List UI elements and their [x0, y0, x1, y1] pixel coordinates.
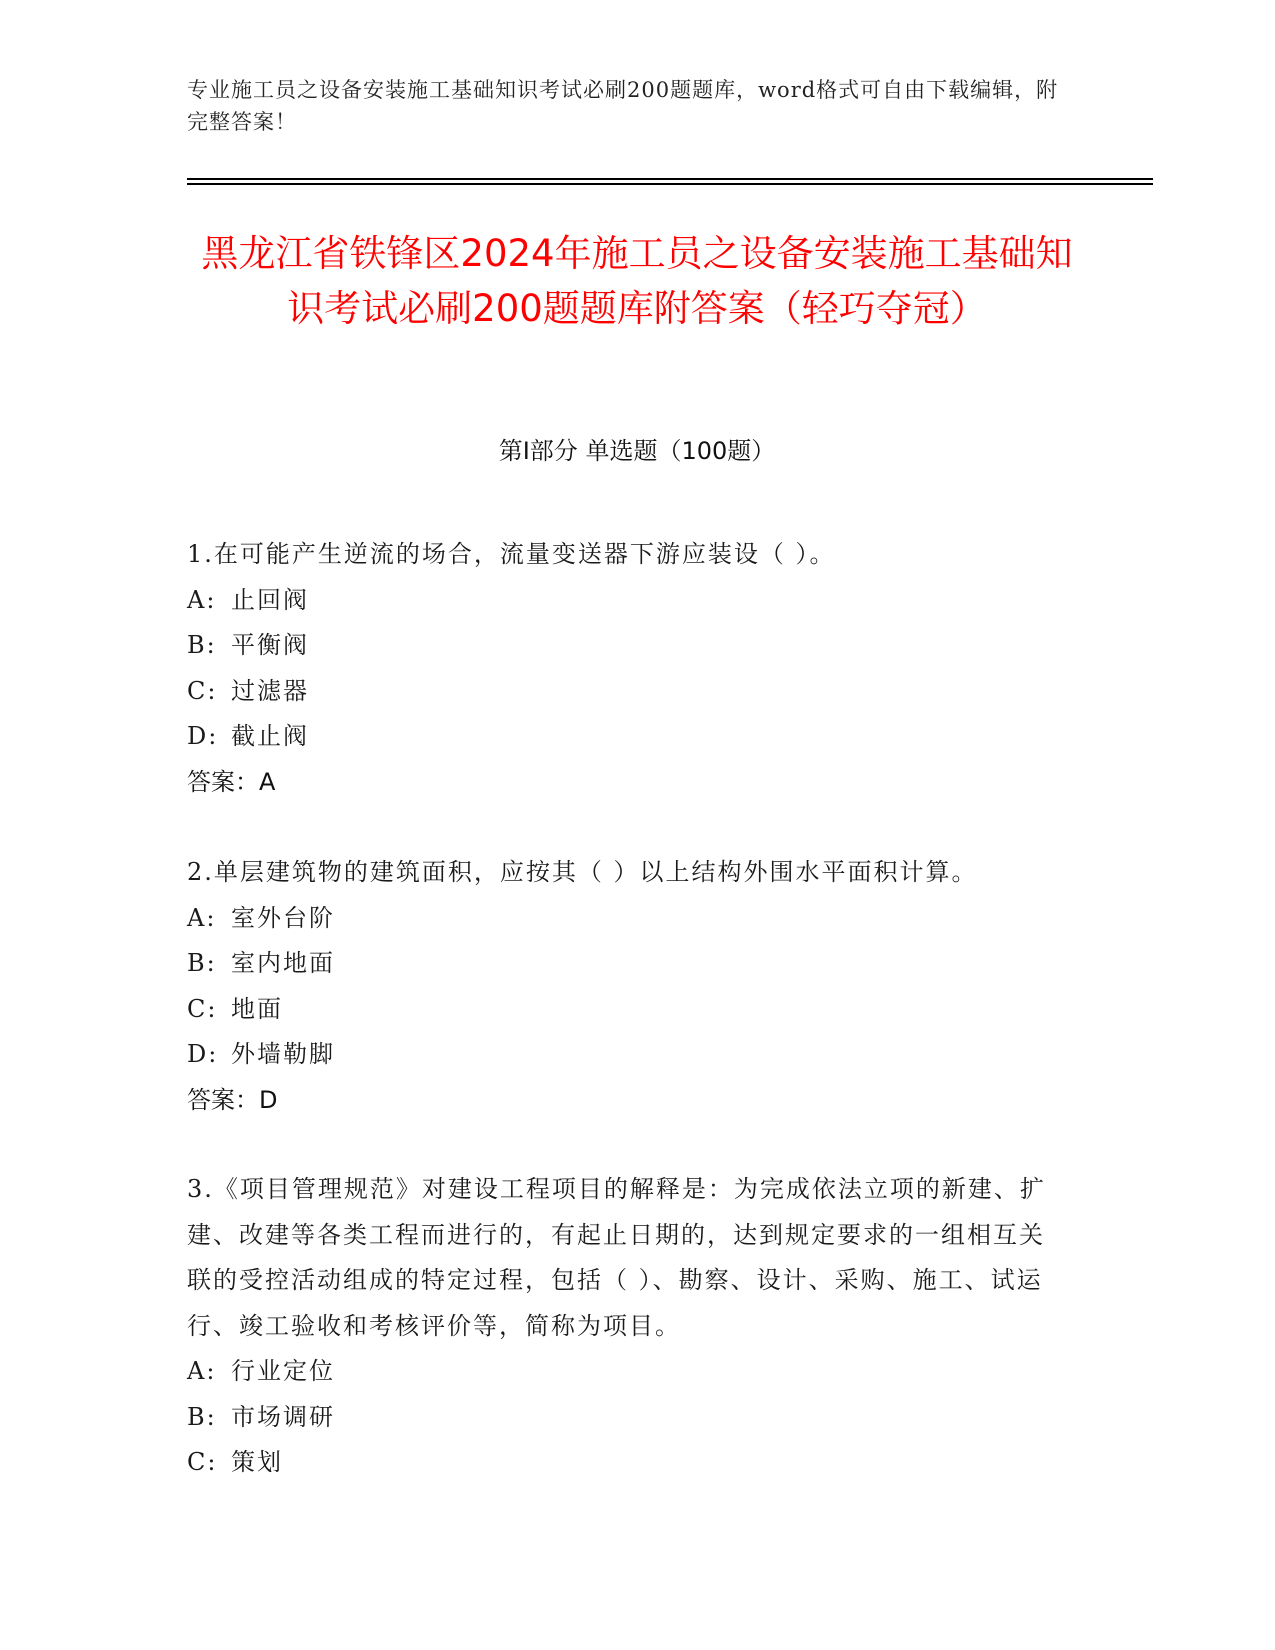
option-text: 市场调研: [231, 1402, 335, 1431]
option-letter: C:: [187, 1448, 218, 1476]
option-c: [187, 669, 1067, 715]
option-text: 策划: [231, 1448, 283, 1476]
option-text: 止回阀: [231, 585, 309, 614]
question-stem: 3.《项目管理规范》对建设工程项目的解释是：为完成依法立项的新建、扩建、改建等各类工程而进行的，有起止日期的，达到规定要求的一组相互关联的受控活动组成的特定过程，包括（ ）、勘察、设计、采购、施工、试运行、竣工验收和考核评价等，简称为项目。: [187, 1175, 1046, 1340]
option-text: 截止阀: [231, 722, 309, 750]
option-letter: A:: [187, 903, 217, 932]
option-b: [187, 1395, 1067, 1441]
header-divider-bottom: [187, 183, 1153, 185]
option-letter: C:: [187, 676, 218, 705]
option-c: [187, 1440, 1067, 1486]
question-3: [187, 1167, 1067, 1486]
option-letter: B:: [187, 949, 217, 977]
header-divider-top: [187, 178, 1153, 180]
option-letter: B:: [187, 1402, 217, 1431]
question-1: [187, 532, 1067, 805]
option-text: 平衡阀: [231, 631, 309, 659]
option-a: [187, 896, 1067, 942]
question-stem: 2.单层建筑物的建筑面积，应按其（ ）以上结构外围水平面积计算。: [187, 858, 978, 886]
option-d: [187, 1032, 1067, 1078]
option-text: 外墙勒脚: [231, 1040, 335, 1068]
question-2: [187, 850, 1067, 1123]
section-title: 第Ⅰ部分 单选题（100题）: [498, 437, 776, 465]
option-b: [187, 941, 1067, 987]
option-letter: D:: [187, 1040, 219, 1068]
option-text: 过滤器: [231, 676, 309, 705]
option-text: 行业定位: [231, 1357, 335, 1385]
option-letter: D:: [187, 722, 219, 750]
option-letter: A:: [187, 1357, 217, 1385]
option-d: [187, 714, 1067, 760]
option-b: [187, 623, 1067, 669]
option-letter: B:: [187, 631, 217, 659]
option-a: [187, 1349, 1067, 1395]
option-text: 地面: [231, 994, 283, 1023]
header-note: 专业施工员之设备安装施工基础知识考试必刷200题题库，word格式可自由下载编辑，附完整答案！: [187, 78, 1059, 134]
option-c: [187, 987, 1067, 1033]
question-stem: 1.在可能产生逆流的场合，流量变送器下游应装设（ ）。: [187, 540, 836, 568]
option-a: [187, 578, 1067, 624]
answer-line: 答案：D: [187, 1085, 278, 1114]
answer-line: 答案：A: [187, 767, 276, 796]
option-letter: A:: [187, 585, 217, 614]
option-text: 室外台阶: [231, 903, 335, 932]
option-letter: C:: [187, 994, 218, 1023]
document-title: 黑龙江省铁锋区2024年施工员之设备安装施工基础知识考试必刷200题题库附答案（轻巧夺冠）: [201, 232, 1073, 330]
option-text: 室内地面: [231, 949, 335, 977]
